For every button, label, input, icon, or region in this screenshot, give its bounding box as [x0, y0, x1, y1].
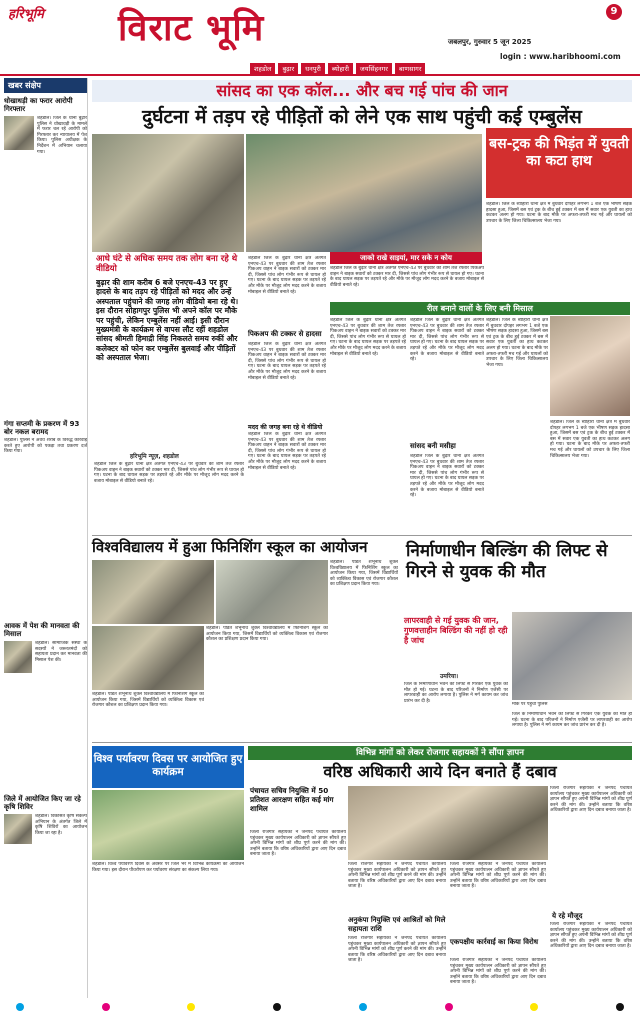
- employment-sub-protest: एकपक्षीय कार्रवाई का किया विरोध: [450, 938, 538, 946]
- sidebar-heading: खबर संक्षेप: [4, 78, 87, 93]
- lead-body-col2: शहडोल जिले के बुढ़ार थाना क्षेत्र अंतर्गत एनएच-43 पर बुधवार की शाम तेज रफ्तार पिकअप वाहन ने बाइक सवारों को टक्कर मार दी, जिससे पांच लोग गंभीर रूप से घायल हो गए। घटना के बाद घायल सड़क पर तड़पते रहे और मौके पर मौजूद लोग मदद करने के बजाय मोबाइल से वीडियो बनाते रहे।: [248, 256, 326, 295]
- lead-body: शहडोल जिले के बुढ़ार थाना क्षेत्र अंतर्गत एनएच-43 पर बुधवार की शाम तेज रफ्तार पिकअप वाहन ने बाइक सवारों को टक्कर मार दी, जिससे पांच लोग गंभीर रूप से घायल हो गए। घटना के बाद घायल सड़क पर तड़पते रहे और मौके पर मौजूद लोग मदद करने के बजाय मोबाइल से वीडियो बनाते रहे।: [94, 462, 244, 484]
- brief-body: शहडोल। विकसित कृषि संकल्प अभियान के अंतर्गत जिले में कृषि शिविरों का आयोजन किया जा रहा है।: [35, 814, 87, 836]
- brief-photo: [4, 116, 34, 150]
- registration-dot-icon: [359, 1003, 367, 1011]
- brief-photo: [4, 641, 32, 673]
- lead-pull-quote: आधे घंटे से अधिक समय तक लोग बना रहे थे वीडियो: [96, 254, 238, 274]
- brief-body: शहडोल। पुलिस ने अवैध शराब के विरुद्ध कार्रवाई करते हुए आरोपी को पकड़ा तथा प्रकरण दर्ज किया गया।: [4, 438, 87, 455]
- university-body-3: शहडोल। पंडित शंभूनाथ शुक्ल विश्वविद्यालय में फिनिशिंग स्कूल का आयोजन किया गया, जिसमें विद्यार्थियों को व्यक्तित्व विकास एवं रोजगार कौशल का प्रशिक्षण प्रदान किया गया।: [92, 692, 204, 709]
- employment-body-6: जिला रोजगार सहायकों ने जनपद पंचायत कार्यालय पहुंचकर मुख्य कार्यपालन अधिकारी को ज्ञापन सौंपते हुए अपनी विभिन्न मांगों को शीघ्र पूर्ण करने की मांग की। उन्होंने बताया कि वरिष्ठ अधिकारियों द्वारा आए दिन दबाव बनाया जाता है।: [450, 862, 546, 890]
- registration-dot-icon: [187, 1003, 195, 1011]
- employment-sub-compassion: अनुकंपा नियुक्ति एवं आश्रितों को मिले सहायता राशि: [348, 916, 446, 933]
- employment-body-5: जिला रोजगार सहायकों ने जनपद पंचायत कार्यालय पहुंचकर मुख्य कार्यपालन अधिकारी को ज्ञापन सौंपते हुए अपनी विभिन्न मांगों को शीघ्र पूर्ण करने की मांग की। उन्होंने बताया कि वरिष्ठ अधिकारियों द्वारा आए दिन दबाव बनाया जाता है।: [348, 936, 446, 964]
- city-label: बुढ़ार: [278, 63, 298, 74]
- employment-body-3: जिला रोजगार सहायकों ने जनपद पंचायत कार्यालय पहुंचकर मुख्य कार्यपालन अधिकारी को ज्ञापन सौंपते हुए अपनी विभिन्न मांगों को शीघ्र पूर्ण करने की मांग की। उन्होंने बताया कि वरिष्ठ अधिकारियों द्वारा आए दिन दबाव बनाया जाता है।: [550, 922, 632, 950]
- lead-photo-injured: [92, 134, 244, 252]
- lift-byline: उमरिया।: [440, 673, 459, 680]
- city-label: शहडोल: [250, 63, 275, 74]
- environment-photo: [92, 790, 244, 860]
- employment-kicker: विभिन्न मांगों को लेकर रोजगार सहायकों ने सौंपा ज्ञापन: [248, 746, 632, 760]
- side-story-headline: बस-ट्रक की भिड़ंत में युवती का कटा हाथ: [486, 128, 632, 198]
- environment-headline: विश्व पर्यावरण दिवस पर आयोजित हुए कार्यक्रम: [92, 746, 244, 788]
- lead-photo-caption: जाको राखे साइयां, मार सके न कोय: [330, 252, 482, 264]
- lead-caption-text: शहडोल जिले के बुढ़ार थाना क्षेत्र अंतर्गत एनएच-43 पर बुधवार की शाम तेज रफ्तार पिकअप वाहन ने बाइक सवारों को टक्कर मार दी, जिससे पांच लोग गंभीर रूप से घायल हो गए। घटना के बाद घायल सड़क पर तड़पते रहे और मौके पर मौजूद लोग मदद करने के बजाय मोबाइल से वीडियो बनाते रहे।: [330, 266, 484, 288]
- masthead-rule: [0, 74, 640, 76]
- side-story-photo: [550, 316, 630, 416]
- lead-body-col2b: शहडोल जिले के बुढ़ार थाना क्षेत्र अंतर्गत एनएच-43 पर बुधवार की शाम तेज रफ्तार पिकअप वाहन ने बाइक सवारों को टक्कर मार दी, जिससे पांच लोग गंभीर रूप से घायल हो गए। घटना के बाद घायल सड़क पर तड़पते रहे और मौके पर मौजूद लोग मदद करने के बजाय मोबाइल से वीडियो बनाते रहे।: [248, 342, 326, 381]
- brand-logo: हरिभूमि: [8, 7, 44, 22]
- lead-headline: दुर्घटना में तड़प रहे पीड़ितों को लेने एक साथ पहुंची कई एम्बुलेंस: [142, 106, 582, 128]
- section-rule: [92, 535, 632, 536]
- brief-title: गंगा सप्तमी के प्रकरण में 93 बोर नकल बरामद: [4, 420, 80, 436]
- university-body-2: शहडोल। पंडित शंभूनाथ शुक्ल विश्वविद्यालय में फिनिशिंग स्कूल का आयोजन किया गया, जिसमें विद्यार्थियों को व्यक्तित्व विकास एवं रोजगार कौशल का प्रशिक्षण प्रदान किया गया।: [206, 626, 328, 643]
- side-story-body: शहडोल। जिले के ब्यौहारी थाना क्षेत्र में बुधवार दोपहर लगभग 1 बजे एक भीषण सड़क हादसा हुआ, जिसमें बस एवं ट्रक के बीच हुई टक्कर में बस में सवार एक युवती का हाथ कटकर अलग हो गया। घटना के बाद मौके पर अफरा-तफरी मच गई और घायलों को उपचार के लिए जिला चिकित्सालय भेजा गया।: [486, 202, 632, 224]
- brief-body: शहडोल। सामाजिक संस्था के सदस्यों ने जरूरतमंदों को सहायता प्रदान कर मानवता की मिसाल पेश की।: [35, 641, 87, 663]
- lead-kicker: सांसद का एक कॉल... और बच गई पांच की जान: [92, 80, 632, 102]
- university-photo-1: [92, 560, 214, 624]
- university-photo-2: [216, 560, 328, 624]
- masthead: [0, 0, 640, 75]
- university-body: शहडोल। पंडित शंभूनाथ शुक्ल विश्वविद्यालय में फिनिशिंग स्कूल का आयोजन किया गया, जिसमें विद्यार्थियों को व्यक्तित्व विकास एवं रोजगार कौशल का प्रशिक्षण प्रदान किया गया।: [330, 560, 398, 588]
- lead-sub-videos: मदद की जगह बना रहे थे वीडियो: [248, 424, 323, 431]
- lift-body-2: जिले के निर्माणाधीन भवन की लिफ्ट से गिरकर एक युवक की मौत हो गई। घटना के बाद परिजनों ने निर्माण एजेंसी पर लापरवाही का आरोप लगाया है। पुलिस ने मर्ग कायम कर जांच प्रारंभ कर दी है।: [512, 712, 632, 729]
- registration-dot-icon: [102, 1003, 110, 1011]
- site-url[interactable]: login : www.haribhoomi.com: [500, 52, 621, 61]
- employment-headline: वरिष्ठ अधिकारी आये दिन बनाते हैं दबाव: [323, 762, 557, 781]
- employment-photo: [348, 786, 548, 860]
- employment-body-7: जिला रोजगार सहायकों ने जनपद पंचायत कार्यालय पहुंचकर मुख्य कार्यपालन अधिकारी को ज्ञापन सौंपते हुए अपनी विभिन्न मांगों को शीघ्र पूर्ण करने की मांग की। उन्होंने बताया कि वरिष्ठ अधिकारियों द्वारा आए दिन दबाव बनाया जाता है।: [450, 958, 546, 986]
- employment-body-1: जिला रोजगार सहायकों ने जनपद पंचायत कार्यालय पहुंचकर मुख्य कार्यपालन अधिकारी को ज्ञापन सौंपते हुए अपनी विभिन्न मांगों को शीघ्र पूर्ण करने की मांग की। उन्होंने बताया कि वरिष्ठ अधिकारियों द्वारा आए दिन दबाव बनाया जाता है।: [250, 830, 346, 858]
- lift-headline: निर्माणाधीन बिल्डिंग की लिफ्ट से गिरने से युवक की मौत: [406, 541, 608, 582]
- employment-sub-reservation: पंचायत सचिव नियुक्ति में 50 प्रतिशत आरक्षण सहित कई मांग शामिल: [250, 786, 334, 813]
- registration-dot-icon: [530, 1003, 538, 1011]
- registration-dot-icon: [445, 1003, 453, 1011]
- lead-sub-pickup: पिकअप की टक्कर से हादसा: [248, 330, 322, 338]
- registration-dot-icon: [16, 1003, 24, 1011]
- city-label: ब्योहारी: [328, 63, 353, 74]
- edition-title: विराट भूमि: [118, 7, 265, 49]
- lead-pull-body: बुढ़ार की शाम करीब 6 बजे एनएच-43 पर हुए हादसे के बाद तड़प रहे पीड़ितों को मदद और उन्हें अस्पताल पहुंचाने की जगह लोग वीडियो बना रहे थे। इस दौरान सोहागपुर पुलिस भी अपने कॉल पर मौके पर पहुंची, लेकिन एम्बुलेंस नहीं आई। इसी दौरान मुख्यमंत्री के कार्यक्रम से वापस लौट रहीं शहडोल सांसद श्रीमती हिमाद्री सिंह निकलते समय रुकीं और कलेक्टर को फोन कर एम्बुलेंस बुलवाई और पीड़ितों को अस्पताल भेजा।: [96, 278, 239, 363]
- side-story-body-2: शहडोल। जिले के ब्यौहारी थाना क्षेत्र में बुधवार दोपहर लगभग 1 बजे एक भीषण सड़क हादसा हुआ, जिसमें बस एवं ट्रक के बीच हुई टक्कर में बस में सवार एक युवती का हाथ कटकर अलग हो गया। घटना के बाद मौके पर अफरा-तफरी मच गई और घायलों को उपचार के लिए जिला चिकित्सालय भेजा गया।: [486, 318, 548, 368]
- employment-body-2: जिला रोजगार सहायकों ने जनपद पंचायत कार्यालय पहुंचकर मुख्य कार्यपालन अधिकारी को ज्ञापन सौंपते हुए अपनी विभिन्न मांगों को शीघ्र पूर्ण करने की मांग की। उन्होंने बताया कि वरिष्ठ अधिकारियों द्वारा आए दिन दबाव बनाया जाता है।: [550, 786, 632, 814]
- lead-banner-reel: रील बनाने वालों के लिए बनी मिसाल: [330, 302, 630, 315]
- side-story-body-3: शहडोल। जिले के ब्यौहारी थाना क्षेत्र में बुधवार दोपहर लगभग 1 बजे एक भीषण सड़क हादसा हुआ, जिसमें बस एवं ट्रक के बीच हुई टक्कर में बस में सवार एक युवती का हाथ कटकर अलग हो गया। घटना के बाद मौके पर अफरा-तफरी मच गई और घायलों को उपचार के लिए जिला चिकित्सालय भेजा गया।: [550, 420, 630, 459]
- page-number: 9: [606, 4, 622, 20]
- brief-title: जिले में आयोजित किए जा रहे कृषि शिविर: [4, 795, 81, 811]
- city-label: धनपुरी: [301, 63, 325, 74]
- city-label: बाणसागर: [395, 63, 426, 74]
- university-photo-3: [92, 626, 204, 690]
- lead-body-col2c: शहडोल जिले के बुढ़ार थाना क्षेत्र अंतर्गत एनएच-43 पर बुधवार की शाम तेज रफ्तार पिकअप वाहन ने बाइक सवारों को टक्कर मार दी, जिससे पांच लोग गंभीर रूप से घायल हो गए। घटना के बाद घायल सड़क पर तड़पते रहे और मौके पर मौजूद लोग मदद करने के बजाय मोबाइल से वीडियो बनाते रहे।: [248, 432, 326, 471]
- lift-photo: [512, 612, 632, 700]
- lift-body: जिले के निर्माणाधीन भवन की लिफ्ट से गिरकर एक युवक की मौत हो गई। घटना के बाद परिजनों ने निर्माण एजेंसी पर लापरवाही का आरोप लगाया है। पुलिस ने मर्ग कायम कर जांच प्रारंभ कर दी है।: [404, 682, 508, 704]
- lift-caption: मौके पर पहुंची पुलिस: [512, 702, 548, 707]
- city-label: जयसिंहनगर: [356, 63, 392, 74]
- lead-byline: हरिभूमि न्यूज़, शहडोल: [130, 453, 179, 460]
- employment-body-4: जिला रोजगार सहायकों ने जनपद पंचायत कार्यालय पहुंचकर मुख्य कार्यपालन अधिकारी को ज्ञापन सौंपते हुए अपनी विभिन्न मांगों को शीघ्र पूर्ण करने की मांग की। उन्होंने बताया कि वरिष्ठ अधिकारियों द्वारा आए दिन दबाव बनाया जाता है।: [348, 862, 446, 890]
- lead-sub-mp: सांसद बनी मसीहा: [410, 442, 456, 450]
- brief-body: शहडोल। जिले के थाना बुढ़ार पुलिस ने धोखाधड़ी के मामले में फरार चल रहे आरोपी को गिरफ्तार कर न्यायालय में पेश किया। पुलिस अधीक्षक के निर्देशन में अभियान चलाया गया।: [37, 116, 87, 155]
- lead-body-col3: शहडोल जिले के बुढ़ार थाना क्षेत्र अंतर्गत एनएच-43 पर बुधवार की शाम तेज रफ्तार पिकअप वाहन ने बाइक सवारों को टक्कर मार दी, जिससे पांच लोग गंभीर रूप से घायल हो गए। घटना के बाद घायल सड़क पर तड़पते रहे और मौके पर मौजूद लोग मदद करने के बजाय मोबाइल से वीडियो बनाते रहे।: [330, 318, 406, 357]
- lead-body-col4: शहडोल जिले के बुढ़ार थाना क्षेत्र अंतर्गत एनएच-43 पर बुधवार की शाम तेज रफ्तार पिकअप वाहन ने बाइक सवारों को टक्कर मार दी, जिससे पांच लोग गंभीर रूप से घायल हो गए। घटना के बाद घायल सड़क पर तड़पते रहे और मौके पर मौजूद लोग मदद करने के बजाय मोबाइल से वीडियो बनाते रहे।: [410, 318, 484, 363]
- brief-title: आवक में पेश की मानवता की मिसाल: [4, 622, 80, 638]
- registration-dot-icon: [616, 1003, 624, 1011]
- lead-photo-crowd: [246, 134, 482, 252]
- news-brief-column: [4, 78, 88, 998]
- brief-photo: [4, 814, 32, 844]
- lead-body-col4b: शहडोल जिले के बुढ़ार थाना क्षेत्र अंतर्गत एनएच-43 पर बुधवार की शाम तेज रफ्तार पिकअप वाहन ने बाइक सवारों को टक्कर मार दी, जिससे पांच लोग गंभीर रूप से घायल हो गए। घटना के बाद घायल सड़क पर तड़पते रहे और मौके पर मौजूद लोग मदद करने के बजाय मोबाइल से वीडियो बनाते रहे।: [410, 454, 484, 499]
- environment-body: शहडोल। विश्व पर्यावरण दिवस के अवसर पर जिले भर में विभिन्न कार्यक्रमों का आयोजन किया गया। इस दौरान पौधरोपण कर पर्यावरण संरक्षण का संकल्प लिया गया।: [92, 862, 244, 873]
- section-rule: [92, 742, 632, 743]
- registration-dot-icon: [273, 1003, 281, 1011]
- city-strip: [250, 63, 425, 74]
- registration-marks: [0, 1001, 640, 1013]
- university-headline: विश्वविद्यालय में हुआ फिनिशिंग स्कूल का आयोजन: [92, 538, 368, 556]
- lift-pull-quote: लापरवाही से गई युवक की जान, गुणवत्ताहीन बिल्डिंग की नहीं हो रही है जांच: [404, 616, 508, 645]
- brief-title: धोखाधड़ी का फरार आरोपी गिरफ्तार: [4, 97, 73, 113]
- employment-sub-present: ये रहे मौजूद: [552, 912, 583, 920]
- date-line: जबलपुर, गुरुवार 5 जून 2025: [448, 38, 532, 46]
